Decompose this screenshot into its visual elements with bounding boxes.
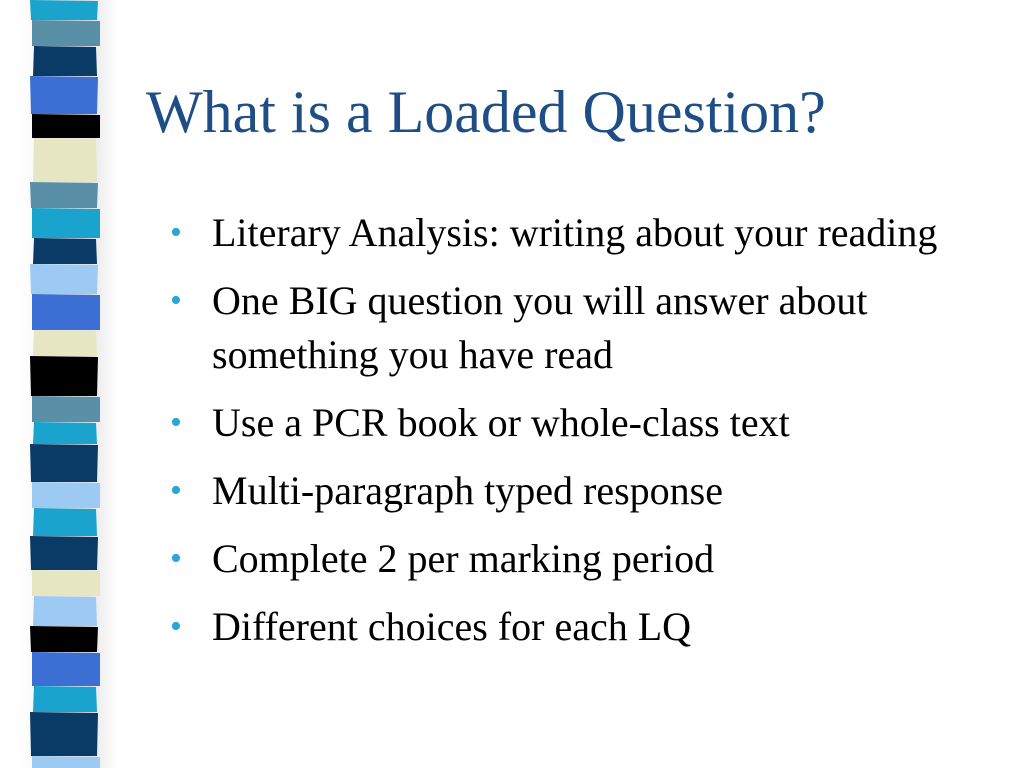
bullet-text: Use a PCR book or whole-class text <box>212 400 790 445</box>
bullet-icon: • <box>170 282 182 319</box>
bullet-text: Multi-paragraph typed response <box>212 468 723 513</box>
stripe-segment <box>33 46 97 76</box>
stripe-segment <box>33 596 97 626</box>
bullet-icon: • <box>170 472 182 509</box>
stripe-segment <box>32 396 100 422</box>
bullet-item <box>170 532 970 586</box>
bullet-item <box>170 464 970 518</box>
stripe-segment <box>32 294 100 330</box>
stripe-segment <box>30 0 98 20</box>
bullet-icon: • <box>170 214 182 251</box>
stripe-segment <box>32 570 100 596</box>
stripe-segment <box>33 138 97 182</box>
slide-title: What is a Loaded Question? <box>146 79 826 145</box>
bullet-text: Literary Analysis: writing about your reading <box>212 210 938 255</box>
stripe-segment <box>30 536 98 570</box>
stripe-segment <box>33 238 97 264</box>
stripe-segment <box>33 686 97 712</box>
stripe-segment <box>33 422 97 444</box>
bullet-icon: • <box>170 608 182 645</box>
stripe-segment <box>32 208 100 238</box>
bullet-text: Different choices for each LQ <box>212 604 692 649</box>
bullet-item <box>170 206 970 260</box>
stripe-segment <box>33 330 97 356</box>
bullet-item <box>170 600 970 654</box>
stripe-segment <box>30 264 98 294</box>
bullet-item <box>170 396 970 450</box>
stripe-segment <box>30 712 98 756</box>
stripe-segment <box>30 356 98 396</box>
bullet-icon: • <box>170 540 182 577</box>
bullet-item <box>170 274 970 382</box>
bullet-text: One BIG question you will answer about something you have read <box>212 278 868 377</box>
stripe-segment <box>32 20 100 46</box>
bullet-text: Complete 2 per marking period <box>212 536 715 581</box>
stripe-segment <box>30 626 98 652</box>
bullet-icon: • <box>170 404 182 441</box>
stripe-segment <box>30 444 98 482</box>
stripe-segment <box>32 652 100 686</box>
stripe-segment <box>30 182 98 208</box>
stripe-segment <box>32 482 100 508</box>
stripe-segment <box>32 114 100 138</box>
bullet-list <box>170 206 970 668</box>
stripe-segment <box>32 756 100 768</box>
stripe-segment <box>30 76 98 114</box>
decorative-striped-bar <box>0 0 130 768</box>
striped-bar-graphic <box>0 0 130 768</box>
stripe-segment <box>33 508 97 536</box>
